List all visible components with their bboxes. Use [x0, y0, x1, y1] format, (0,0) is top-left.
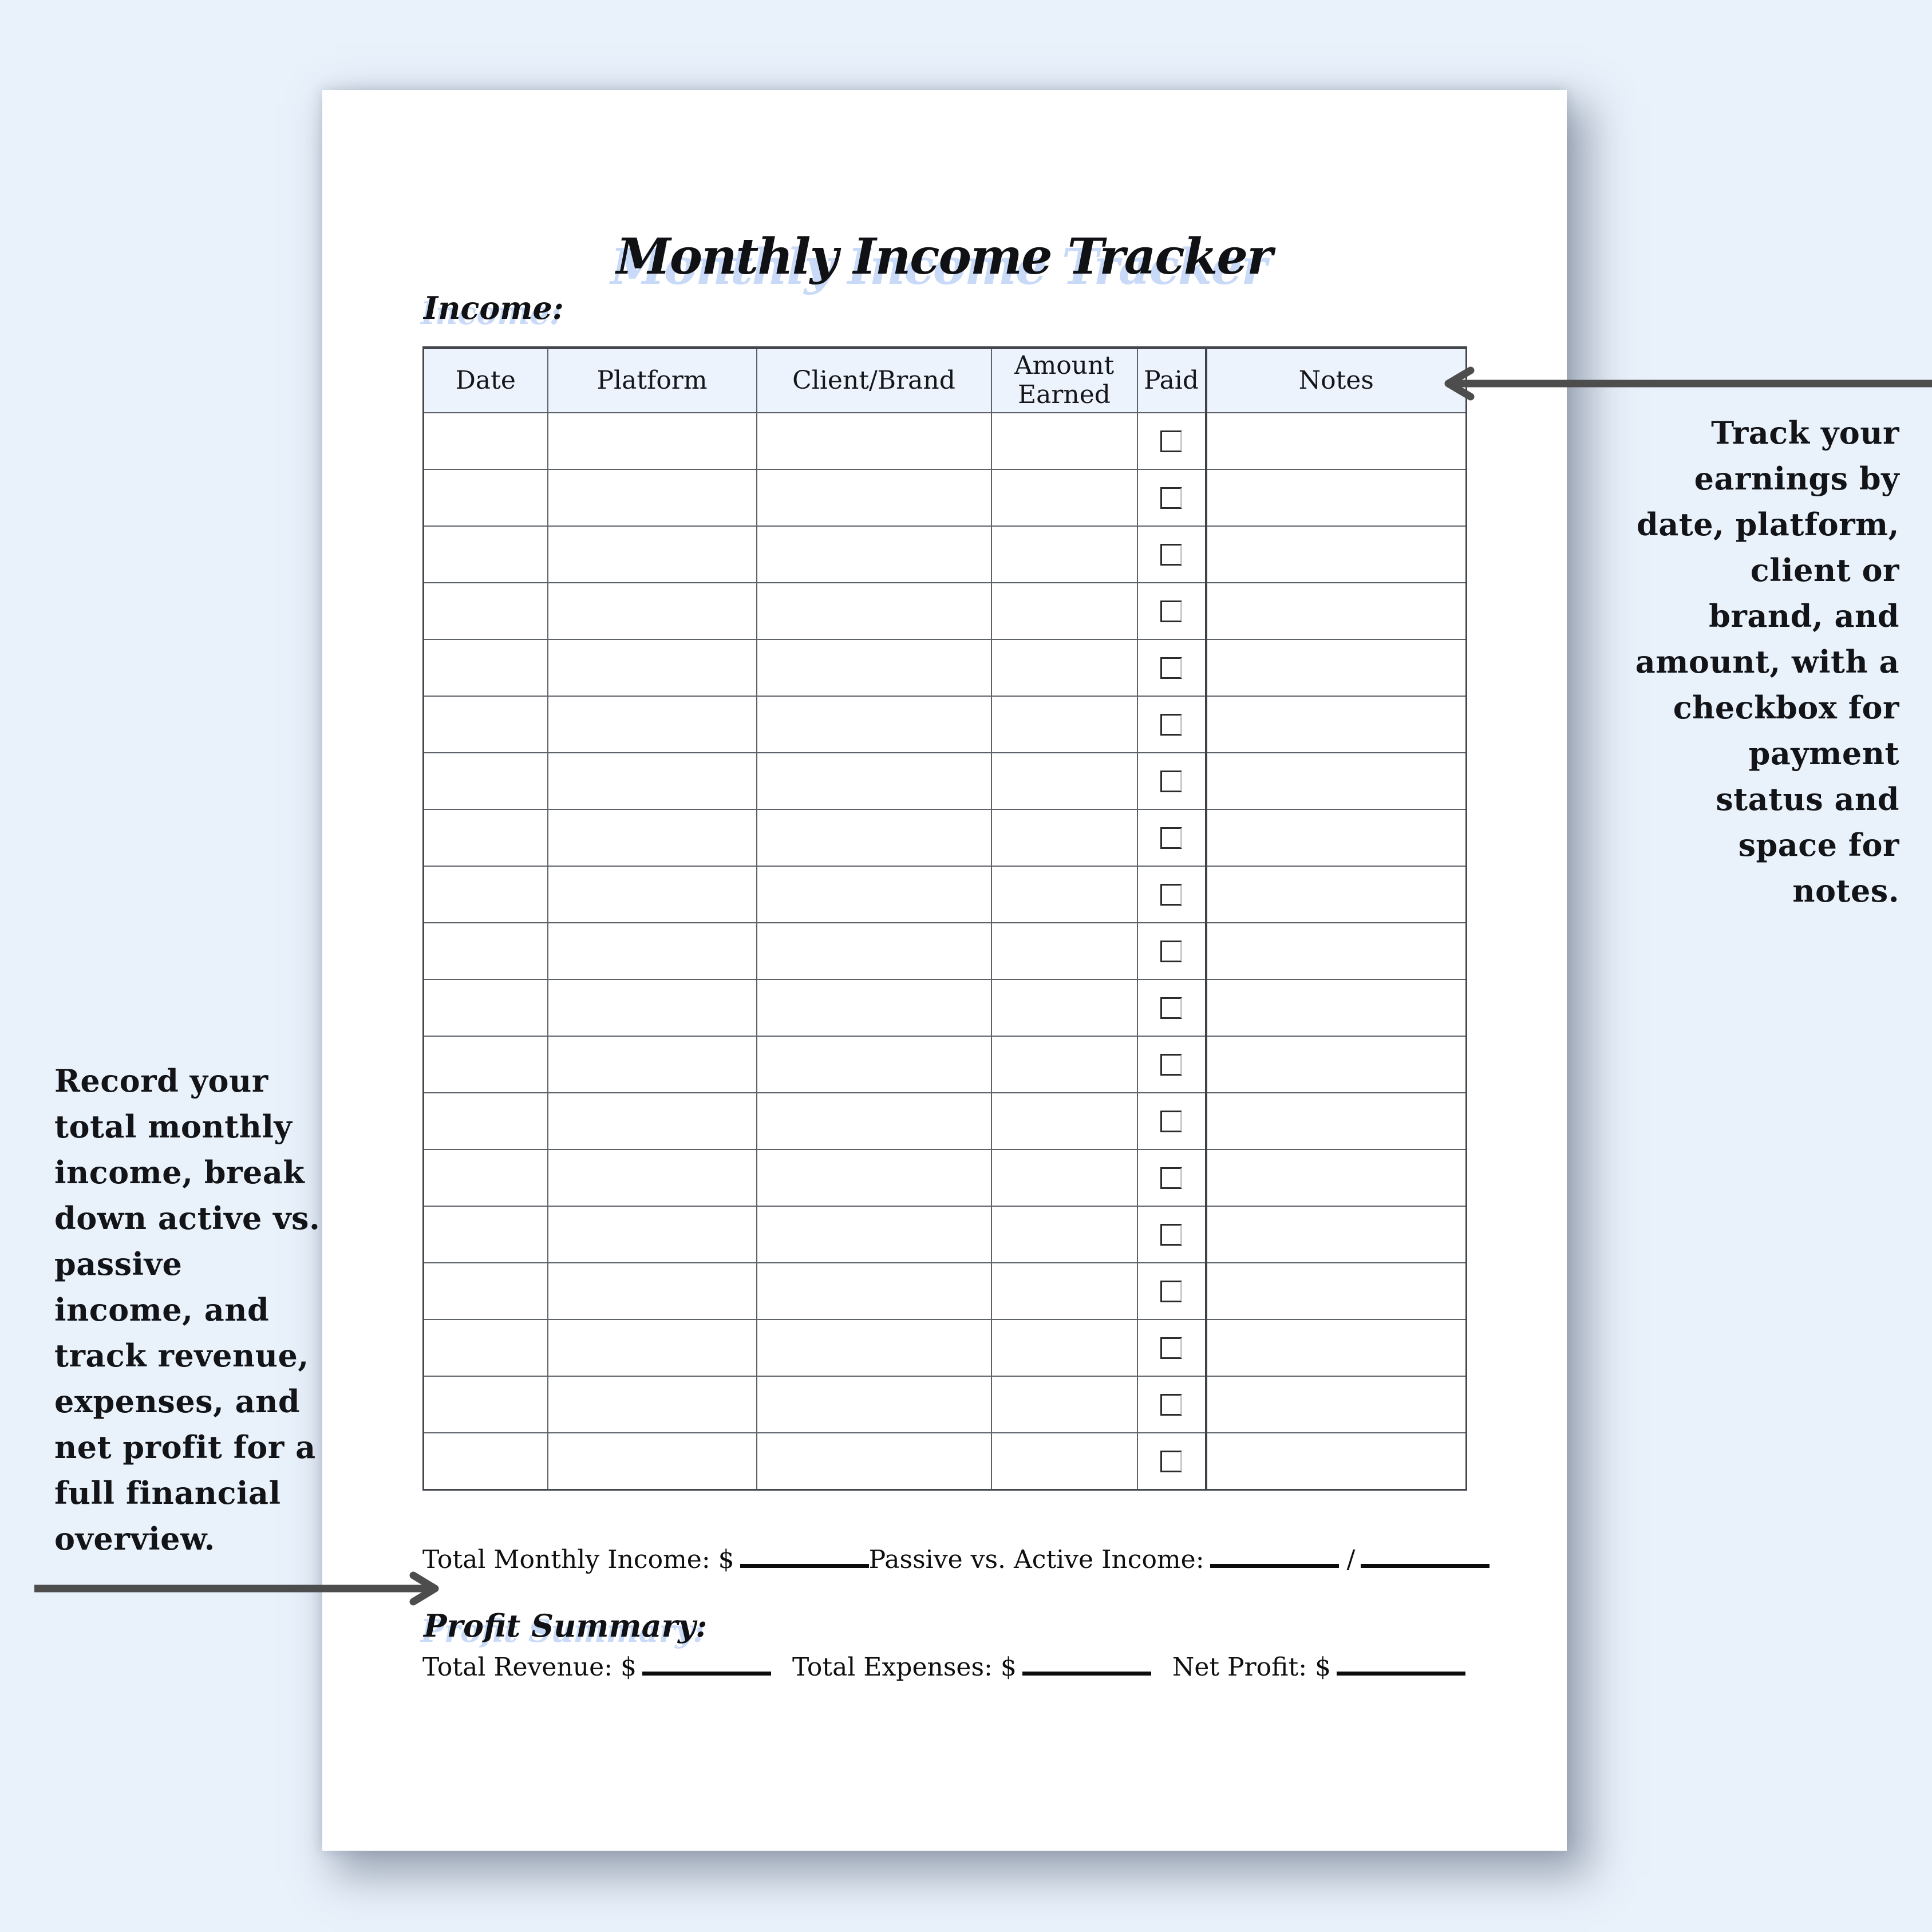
empty-cell — [424, 1376, 548, 1433]
income-table — [422, 346, 1467, 1491]
empty-cell — [991, 1263, 1137, 1319]
empty-cell — [424, 583, 548, 639]
empty-cell — [757, 1093, 991, 1149]
column-header-amount-earned: Amount Earned — [991, 348, 1137, 413]
empty-cell — [757, 1319, 991, 1376]
empty-cell — [991, 696, 1137, 753]
annotation-line: net profit for a — [54, 1429, 316, 1465]
empty-cell — [1137, 583, 1206, 639]
empty-cell — [757, 696, 991, 753]
annotation-line: payment — [1748, 735, 1899, 772]
table-row — [424, 1376, 1467, 1433]
empty-cell — [1206, 923, 1467, 979]
empty-cell — [991, 866, 1137, 923]
empty-cell — [757, 1433, 991, 1490]
empty-cell — [548, 526, 757, 583]
annotation-line: status and — [1716, 781, 1899, 817]
empty-cell — [1206, 583, 1467, 639]
net-profit-blank — [1337, 1649, 1465, 1676]
empty-cell — [548, 1263, 757, 1319]
empty-cell — [757, 1376, 991, 1433]
empty-cell — [1137, 1036, 1206, 1093]
empty-cell — [991, 1206, 1137, 1263]
income-section-label: Income: — [424, 290, 564, 326]
empty-cell — [991, 469, 1137, 526]
annotation-line: total monthly — [54, 1108, 293, 1145]
empty-cell — [1206, 469, 1467, 526]
empty-cell — [424, 1319, 548, 1376]
annotation-line: track revenue, — [54, 1337, 309, 1374]
annotation-line: full financial — [54, 1475, 281, 1511]
empty-cell — [424, 1093, 548, 1149]
profit-summary-label: Profit Summary: — [424, 1607, 708, 1644]
table-row — [424, 696, 1467, 753]
table-row — [424, 1036, 1467, 1093]
income-table-header — [424, 348, 1467, 413]
left-pointing-arrow-icon — [1440, 366, 1932, 401]
total-monthly-income-label: Total Monthly Income: $ — [422, 1545, 734, 1574]
paid-checkbox[interactable] — [1160, 997, 1182, 1019]
empty-cell — [1137, 696, 1206, 753]
empty-cell — [757, 639, 991, 696]
paid-checkbox[interactable] — [1160, 1167, 1182, 1189]
empty-cell — [548, 1433, 757, 1490]
column-header-paid: Paid — [1137, 348, 1206, 413]
annotation-line: amount, with a — [1635, 643, 1899, 680]
empty-cell — [757, 526, 991, 583]
active-income-blank — [1361, 1541, 1490, 1568]
paid-checkbox[interactable] — [1160, 1451, 1182, 1472]
page-title: Monthly Income Tracker — [616, 228, 1272, 286]
paid-checkbox[interactable] — [1160, 1394, 1182, 1416]
empty-cell — [548, 923, 757, 979]
empty-cell — [1137, 639, 1206, 696]
column-header-notes: Notes — [1206, 348, 1467, 413]
empty-cell — [548, 696, 757, 753]
empty-cell — [1206, 1319, 1467, 1376]
empty-cell — [1137, 1263, 1206, 1319]
table-row — [424, 1149, 1467, 1206]
empty-cell — [991, 1036, 1137, 1093]
empty-cell — [757, 923, 991, 979]
empty-cell — [1137, 1319, 1206, 1376]
empty-cell — [991, 1319, 1137, 1376]
paid-checkbox[interactable] — [1160, 430, 1182, 452]
column-header-date: Date — [424, 348, 548, 413]
annotation-line: passive — [54, 1246, 183, 1282]
annotation-line: client or — [1750, 552, 1899, 588]
table-row — [424, 1093, 1467, 1149]
table-row — [424, 979, 1467, 1036]
paid-checkbox[interactable] — [1160, 1281, 1182, 1302]
annotation-line: notes. — [1792, 872, 1899, 909]
empty-cell — [1137, 1433, 1206, 1490]
empty-cell — [548, 1093, 757, 1149]
table-row — [424, 413, 1467, 469]
empty-cell — [548, 866, 757, 923]
annotation-line: Track your — [1711, 414, 1899, 451]
empty-cell — [424, 639, 548, 696]
empty-cell — [424, 413, 548, 469]
empty-cell — [424, 1206, 548, 1263]
empty-cell — [757, 583, 991, 639]
empty-cell — [548, 469, 757, 526]
annotation-line: date, platform, — [1637, 506, 1899, 543]
empty-cell — [991, 1433, 1137, 1490]
empty-cell — [991, 923, 1137, 979]
annotation-line: brand, and — [1709, 598, 1899, 634]
empty-cell — [757, 979, 991, 1036]
table-row — [424, 1263, 1467, 1319]
table-row — [424, 753, 1467, 809]
empty-cell — [1206, 979, 1467, 1036]
annotation-line: earnings by — [1694, 460, 1899, 497]
paid-checkbox[interactable] — [1160, 544, 1182, 566]
empty-cell — [991, 413, 1137, 469]
empty-cell — [1137, 1376, 1206, 1433]
empty-cell — [1206, 526, 1467, 583]
empty-cell — [1137, 1093, 1206, 1149]
table-row — [424, 639, 1467, 696]
empty-cell — [1137, 413, 1206, 469]
empty-cell — [1206, 753, 1467, 809]
annotation-line: expenses, and — [54, 1383, 301, 1420]
paid-checkbox[interactable] — [1160, 714, 1182, 736]
left-annotation — [54, 1058, 320, 1562]
empty-cell — [1206, 1036, 1467, 1093]
empty-cell — [991, 753, 1137, 809]
empty-cell — [1206, 866, 1467, 923]
net-profit-label: Net Profit: $ — [1172, 1653, 1331, 1682]
empty-cell — [424, 753, 548, 809]
empty-cell — [424, 1149, 548, 1206]
annotation-line: down active vs. — [54, 1200, 321, 1236]
paid-checkbox[interactable] — [1160, 657, 1182, 679]
total-revenue-blank — [642, 1649, 771, 1676]
paid-checkbox[interactable] — [1160, 1054, 1182, 1076]
empty-cell — [757, 866, 991, 923]
empty-cell — [991, 526, 1137, 583]
column-header-platform: Platform — [548, 348, 757, 413]
paid-checkbox[interactable] — [1160, 487, 1182, 509]
empty-cell — [1206, 639, 1467, 696]
table-row — [424, 809, 1467, 866]
passive-income-blank — [1210, 1541, 1339, 1568]
empty-cell — [1206, 1093, 1467, 1149]
empty-cell — [1206, 1263, 1467, 1319]
empty-cell — [424, 526, 548, 583]
empty-cell — [1137, 526, 1206, 583]
empty-cell — [991, 1149, 1137, 1206]
table-row — [424, 923, 1467, 979]
empty-cell — [1137, 979, 1206, 1036]
empty-cell — [548, 639, 757, 696]
empty-cell — [548, 979, 757, 1036]
empty-cell — [424, 809, 548, 866]
passive-active-separator: / — [1346, 1545, 1356, 1574]
empty-cell — [991, 639, 1137, 696]
paid-checkbox[interactable] — [1160, 1224, 1182, 1246]
empty-cell — [548, 413, 757, 469]
annotation-line: space for — [1738, 827, 1899, 863]
paid-checkbox[interactable] — [1160, 941, 1182, 962]
empty-cell — [1137, 469, 1206, 526]
empty-cell — [548, 753, 757, 809]
right-pointing-arrow-icon — [34, 1571, 441, 1606]
empty-cell — [757, 1263, 991, 1319]
empty-cell — [548, 1206, 757, 1263]
annotation-line: income, break — [54, 1154, 305, 1191]
empty-cell — [1137, 1149, 1206, 1206]
empty-cell — [1206, 696, 1467, 753]
paid-checkbox[interactable] — [1160, 884, 1182, 906]
empty-cell — [424, 1036, 548, 1093]
empty-cell — [424, 866, 548, 923]
empty-cell — [548, 1376, 757, 1433]
empty-cell — [991, 1376, 1137, 1433]
empty-cell — [991, 1093, 1137, 1149]
paid-checkbox[interactable] — [1160, 600, 1182, 622]
profit-summary-row — [422, 1649, 1465, 1682]
empty-cell — [757, 753, 991, 809]
empty-cell — [424, 1433, 548, 1490]
paid-checkbox[interactable] — [1160, 827, 1182, 849]
passive-active-label: Passive vs. Active Income: — [868, 1545, 1204, 1574]
total-revenue-label: Total Revenue: $ — [422, 1653, 637, 1682]
empty-cell — [991, 583, 1137, 639]
right-annotation — [1635, 410, 1899, 914]
paid-checkbox[interactable] — [1160, 771, 1182, 792]
total-monthly-income-blank — [740, 1541, 869, 1568]
annotation-line: overview. — [54, 1520, 215, 1557]
empty-cell — [424, 979, 548, 1036]
table-row — [424, 583, 1467, 639]
empty-cell — [991, 979, 1137, 1036]
paid-checkbox[interactable] — [1160, 1337, 1182, 1359]
empty-cell — [757, 809, 991, 866]
table-row — [424, 469, 1467, 526]
empty-cell — [757, 413, 991, 469]
empty-cell — [1206, 1376, 1467, 1433]
table-row — [424, 1319, 1467, 1376]
total-expenses-label: Total Expenses: $ — [792, 1653, 1017, 1682]
paid-checkbox[interactable] — [1160, 1111, 1182, 1132]
empty-cell — [1206, 1433, 1467, 1490]
monthly-totals-row — [422, 1541, 1465, 1574]
total-expenses-blank — [1022, 1649, 1151, 1676]
empty-cell — [1137, 866, 1206, 923]
empty-cell — [548, 809, 757, 866]
table-row — [424, 866, 1467, 923]
column-header-client-brand: Client/Brand — [757, 348, 991, 413]
empty-cell — [757, 1036, 991, 1093]
empty-cell — [757, 1149, 991, 1206]
empty-cell — [1206, 1149, 1467, 1206]
empty-cell — [1206, 809, 1467, 866]
empty-cell — [1206, 1206, 1467, 1263]
empty-cell — [1137, 809, 1206, 866]
empty-cell — [548, 1036, 757, 1093]
empty-cell — [991, 809, 1137, 866]
table-row — [424, 1433, 1467, 1490]
empty-cell — [1137, 753, 1206, 809]
empty-cell — [548, 1149, 757, 1206]
empty-cell — [1137, 923, 1206, 979]
empty-cell — [424, 1263, 548, 1319]
empty-cell — [757, 1206, 991, 1263]
annotation-line: income, and — [54, 1291, 270, 1328]
empty-cell — [424, 923, 548, 979]
annotation-line: Record your — [54, 1062, 268, 1099]
empty-cell — [1137, 1206, 1206, 1263]
empty-cell — [424, 469, 548, 526]
empty-cell — [548, 1319, 757, 1376]
table-row — [424, 1206, 1467, 1263]
empty-cell — [757, 469, 991, 526]
empty-cell — [1206, 413, 1467, 469]
table-row — [424, 526, 1467, 583]
empty-cell — [548, 583, 757, 639]
empty-cell — [424, 696, 548, 753]
annotation-line: checkbox for — [1673, 689, 1899, 726]
